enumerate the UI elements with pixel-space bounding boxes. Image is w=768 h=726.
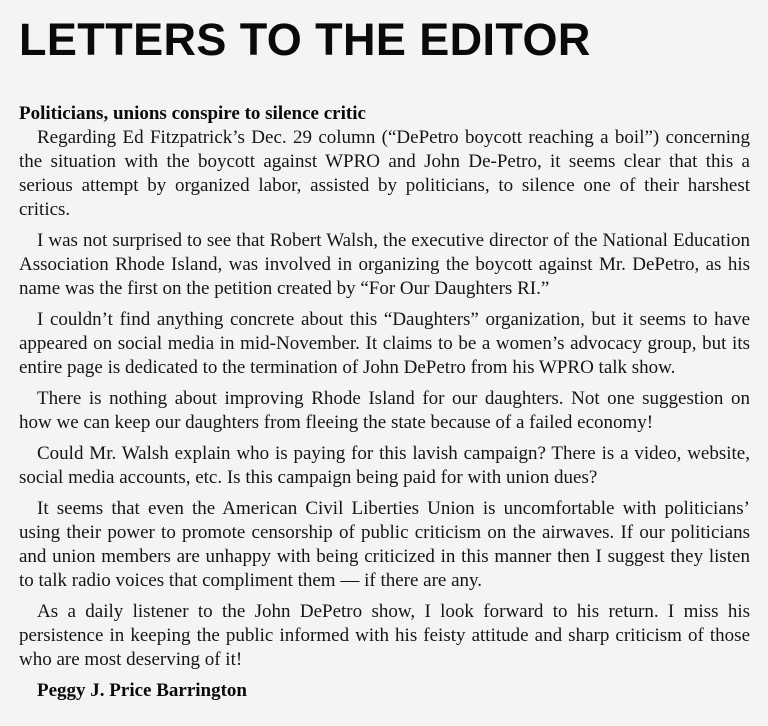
letter-body: [19, 126, 750, 672]
section-masthead: LETTERS TO THE EDITOR: [19, 14, 591, 65]
letter-paragraph-3: I couldn’t find anything concrete about this “Daughters” organization, but it seems to have appeared on social media in mid-November. It claims to be a women’s advocacy group, but its entire page is dedicated to the termination of John DePetro from his WPRO talk show.: [19, 309, 750, 378]
letter-paragraph-5: Could Mr. Walsh explain who is paying for this lavish campaign? There is a video, website, social media accounts, etc. Is this campaign being paid for with union dues?: [19, 443, 750, 488]
letter-paragraph-7: As a daily listener to the John DePetro show, I look forward to his return. I miss his persistence in keeping the public informed with his feisty attitude and sharp criticism of those who are most deserving of it!: [19, 601, 750, 670]
letter-paragraph-1: Regarding Ed Fitzpatrick’s Dec. 29 column (“DePetro boycott reaching a boil”) concerning the situation with the boycott against WPRO and John De-Petro, it seems clear that this a serious attempt by organized labor, assisted by politicians, to silence one of their harshest critics.: [19, 127, 750, 220]
letter-paragraph-6: It seems that even the American Civil Liberties Union is uncomfortable with politicians’ using their power to promote censorship of public criticism on the airwaves. If our politicians and union members are unhappy with being criticized in this manner then I suggest they listen to talk radio voices that compliment them — if there are any.: [19, 498, 750, 591]
letter-headline: Politicians, unions conspire to silence critic: [19, 103, 366, 124]
letter-to-editor: [19, 102, 750, 703]
letter-paragraph-4: There is nothing about improving Rhode Island for our daughters. Not one suggestion on how we can keep our daughters from fleeing the state because of a failed economy!: [19, 388, 750, 433]
letter-paragraph-2: I was not surprised to see that Robert Walsh, the executive director of the National Education Association Rhode Island, was involved in organizing the boycott against Mr. DePetro, as his name was the first on the petition created by “For Our Daughters RI.”: [19, 230, 750, 299]
letter-signature: Peggy J. Price Barrington: [37, 680, 248, 701]
